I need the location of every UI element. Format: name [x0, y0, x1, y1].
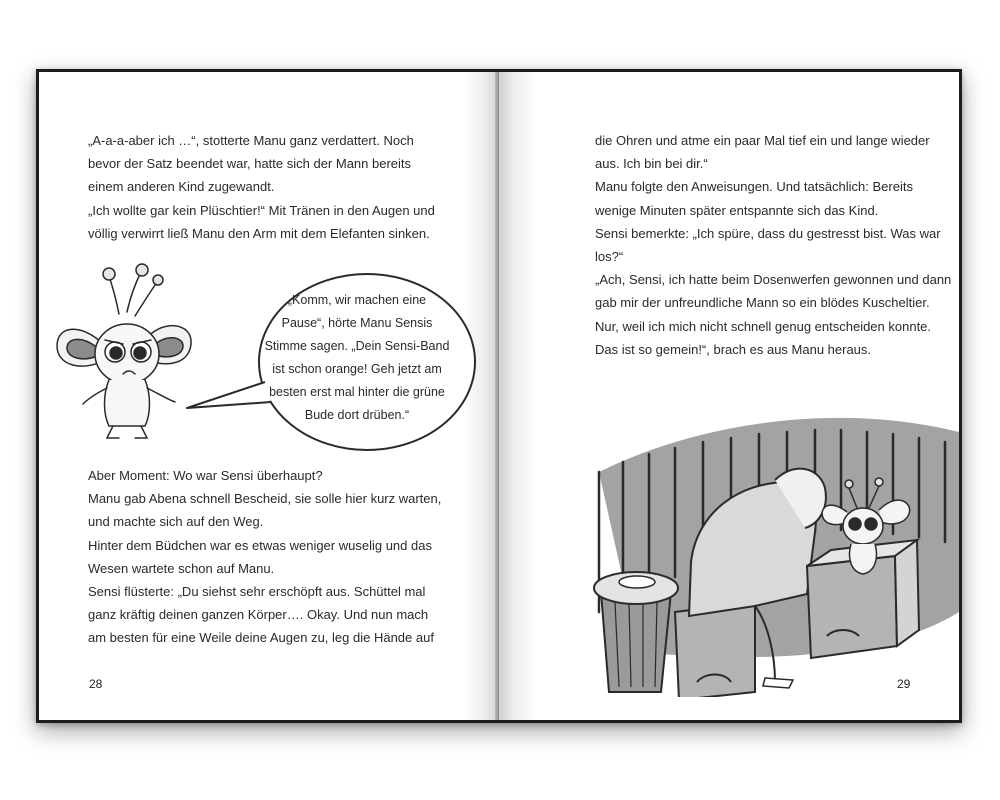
- text-line: Hinter dem Büdchen war es etwas weniger wuselig und das: [88, 537, 432, 553]
- text-line: Nur, weil ich mich nicht schnell genug entscheiden konnte.: [595, 318, 932, 334]
- text-line: wenige Minuten später entspannte sich das Kind.: [595, 202, 879, 218]
- booth-scene-icon: [579, 362, 959, 697]
- text-line: gab mir der unfreundliche Mann so ein blödes Kuscheltier.: [595, 295, 930, 311]
- text-line: einem anderen Kind zugewandt.: [88, 179, 275, 195]
- page-number-left: 28: [89, 677, 103, 691]
- text-line: Sensi bemerkte: „Ich spüre, dass du gestresst bist. Was war: [595, 225, 941, 241]
- right-paragraph-top: [595, 129, 951, 361]
- text-line: völlig verwirrt ließ Manu den Arm mit dem Elefanten sinken.: [88, 225, 430, 241]
- text-line: Das ist so gemein!“, brach es aus Manu heraus.: [595, 341, 872, 357]
- text-line: und machte sich auf den Weg.: [88, 514, 264, 530]
- text-line: los?“: [595, 249, 624, 265]
- bubble-line: Pause“, hörte Manu Sensis: [281, 316, 433, 330]
- left-paragraph-top: [88, 129, 435, 245]
- text-line: die Ohren und atme ein paar Mal tief ein und lange wieder: [595, 133, 930, 148]
- bubble-line: besten erst mal hinter die grüne: [269, 385, 445, 399]
- bubble-line: ist schon orange! Geh jetzt am: [272, 362, 442, 376]
- text-line: Wesen wartete schon auf Manu.: [88, 560, 275, 576]
- text-line: am besten für eine Weile deine Augen zu, leg die Hände auf: [88, 630, 434, 646]
- right-page: [499, 72, 959, 720]
- text-line: „A-a-a-aber ich …“, stotterte Manu ganz verdattert. Noch: [88, 133, 414, 148]
- left-page: [39, 72, 499, 720]
- left-paragraph-bottom: [88, 464, 441, 650]
- text-line: Aber Moment: Wo war Sensi überhaupt?: [88, 468, 323, 483]
- text-line: Manu gab Abena schnell Bescheid, sie solle hier kurz warten,: [88, 491, 442, 507]
- text-line: „Ach, Sensi, ich hatte beim Dosenwerfen gewonnen und dann: [595, 272, 952, 288]
- bubble-line: Stimme sagen. „Dein Sensi-Band: [264, 339, 450, 353]
- text-line: Manu folgte den Anweisungen. Und tatsächlich: Bereits: [595, 179, 913, 195]
- sensi-creature-icon: [53, 254, 193, 444]
- text-line: „Ich wollte gar kein Plüschtier!“ Mit Tränen in den Augen und: [88, 202, 435, 218]
- bubble-line: Bude dort drüben.“: [304, 408, 410, 422]
- text-line: aus. Ich bin bei dir.“: [595, 156, 708, 172]
- speech-bubble-text: [259, 289, 455, 427]
- page-number-right: 29: [897, 677, 911, 691]
- text-line: Sensi flüsterte: „Du siehst sehr erschöpft aus. Schüttel mal: [88, 584, 426, 600]
- open-book: [36, 69, 962, 723]
- text-line: bevor der Satz beendet war, hatte sich der Mann bereits: [88, 156, 412, 172]
- text-line: ganz kräftig deinen ganzen Körper…. Okay. Und nun mach: [88, 607, 429, 623]
- bubble-line: „Komm, wir machen eine: [287, 293, 427, 307]
